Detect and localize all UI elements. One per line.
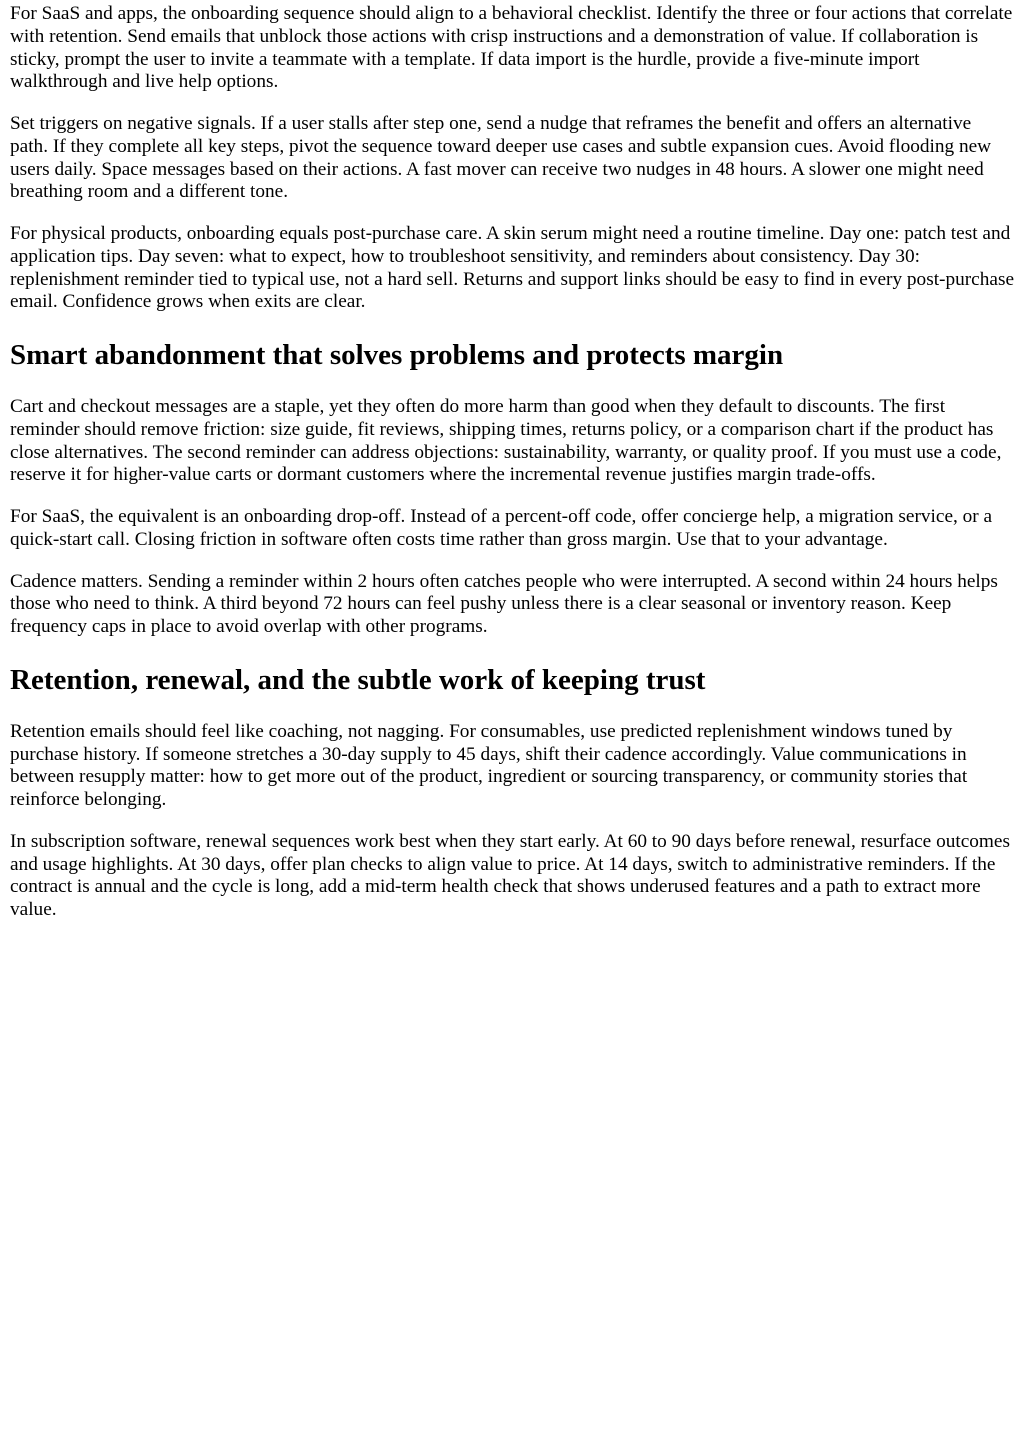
paragraph: Cart and checkout messages are a staple, yet they often do more harm than good when they default to discounts. The first reminder should remove friction: size guide, fit reviews, shipping times, returns policy, or a comparison chart if the product has close alternatives. The second reminder can address objections: sustainability, warranty, or quality proof. If you must use a code, reserve it for higher-value carts or dormant customers where the incremental revenue justifies margin trade-offs. (10, 396, 1002, 486)
section-heading-smart-abandonment: Smart abandonment that solves problems and protects margin (10, 339, 784, 372)
paragraph: For SaaS, the equivalent is an onboarding drop-off. Instead of a percent-off code, offer concierge help, a migration service, or a quick-start call. Closing friction in software often costs time rather than gross margin. Use that to your advantage. (10, 506, 993, 550)
paragraph: In subscription software, renewal sequences work best when they start early. At 60 to 90 days before renewal, resurface outcomes and usage highlights. At 30 days, offer plan checks to align value to price. At 14 days, switch to administrative reminders. If the contract is annual and the cycle is long, add a mid-term health check that shows underused features and a path to extract more value. (10, 830, 1010, 921)
paragraph: Retention emails should feel like coaching, not nagging. For consumables, use predicted replenishment windows tuned by purchase history. If someone stretches a 30-day supply to 45 days, shift their cadence accordingly. Value communications in between resupply matter: how to get more out of the product, ingredient or sourcing transparency, or community stories that reinforce belonging. (10, 720, 968, 811)
paragraph: For SaaS and apps, the onboarding sequence should align to a behavioral checklist. Identify the three or four actions that correlate with retention. Send emails that unblock those actions with crisp instructions and a demonstration of value. If collaboration is sticky, prompt the user to invite a teammate with a template. If data import is the hurdle, provide a five-minute import walkthrough and live help options. (10, 3, 1013, 93)
paragraph: Cadence matters. Sending a reminder within 2 hours often catches people who were interrupted. A second within 24 hours helps those who need to think. A third beyond 72 hours can feel pushy unless there is a clear seasonal or inventory reason. Keep frequency caps in place to avoid overlap with other programs. (10, 570, 998, 638)
paragraph: Set triggers on negative signals. If a user stalls after step one, send a nudge that reframes the benefit and offers an alternative path. If they complete all key steps, pivot the sequence toward deeper use cases and subtle expansion cues. Avoid flooding new users daily. Space messages based on their actions. A fast mover can receive two nudges in 48 hours. A slower one might need breathing room and a different tone. (10, 113, 992, 203)
section-heading-retention-renewal: Retention, renewal, and the subtle work of keeping trust (10, 663, 706, 696)
paragraph: For physical products, onboarding equals post-purchase care. A skin serum might need a routine timeline. Day one: patch test and application tips. Day seven: what to expect, how to troubleshoot sensitivity, and reminders about consistency. Day 30: replenishment reminder tied to typical use, not a hard sell. Returns and support links should be easy to find in every post-purchase email. Confidence grows when exits are clear. (10, 223, 1014, 313)
